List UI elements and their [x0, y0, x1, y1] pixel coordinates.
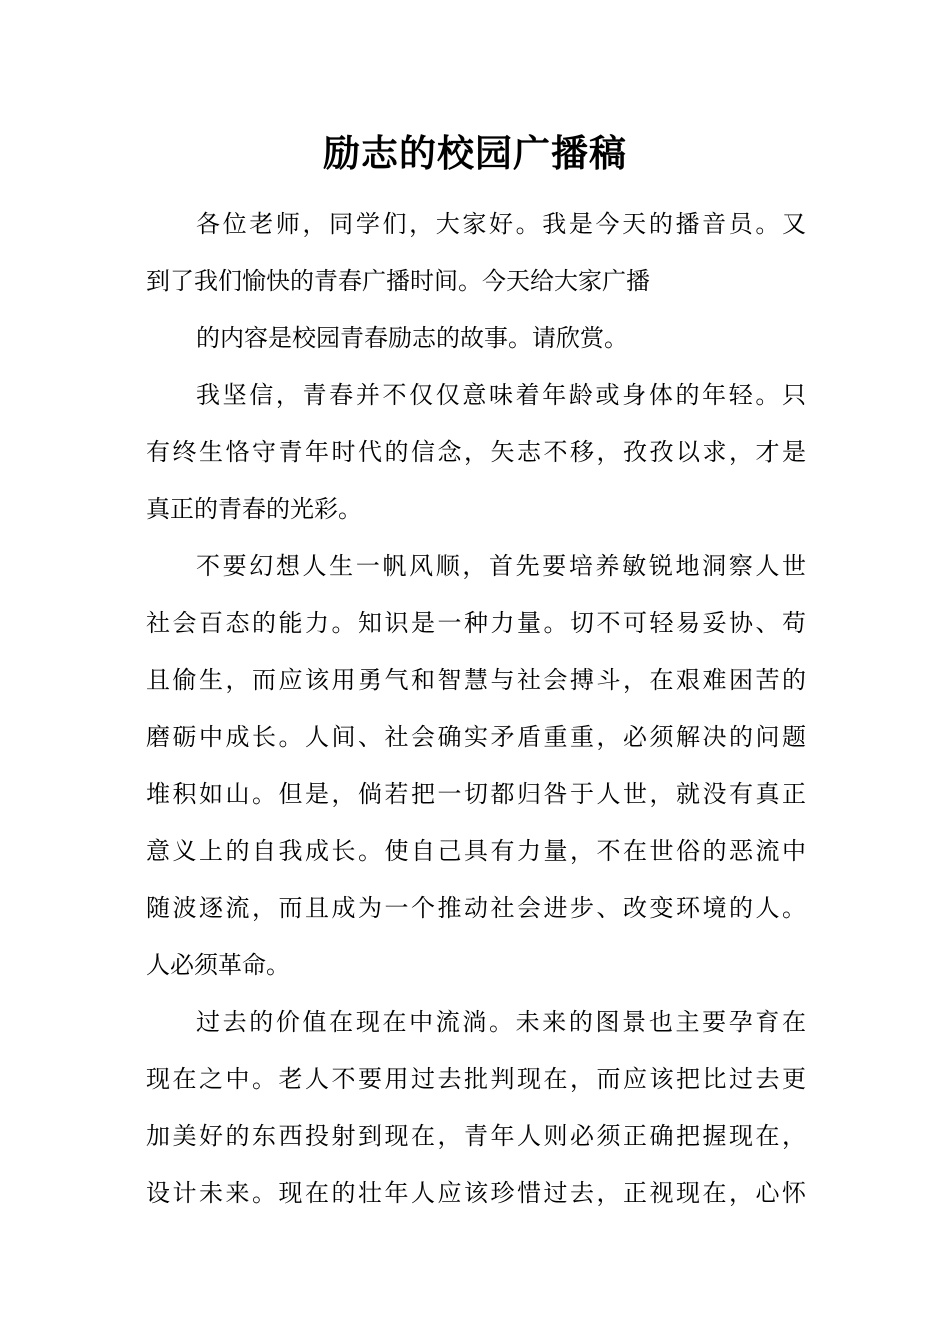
text-line: 意义上的自我成长。使自己具有力量，不在世俗的恶流中 [146, 837, 806, 865]
text-line: 加美好的东西投射到现在，青年人则必须正确把握现在， [146, 1122, 806, 1150]
text-line: 设计未来。现在的壮年人应该珍惜过去，正视现在，心怀 [146, 1179, 806, 1207]
text-line: 随波逐流，而且成为一个推动社会进步、改变环境的人。 [146, 894, 806, 922]
text-line: 我坚信，青春并不仅仅意味着年龄或身体的年轻。只 [196, 381, 806, 409]
text-line: 堆积如山。但是，倘若把一切都归咎于人世，就没有真正 [146, 780, 806, 808]
text-line: 社会百态的能力。知识是一种力量。切不可轻易妥协、苟 [146, 609, 806, 637]
text-line: 磨砺中成长。人间、社会确实矛盾重重，必须解决的问题 [146, 723, 806, 751]
text-line: 人必须革命。 [146, 951, 290, 979]
text-line: 不要幻想人生一帆风顺，首先要培养敏锐地洞察人世 [196, 552, 806, 580]
text-line: 过去的价值在现在中流淌。未来的图景也主要孕育在 [196, 1008, 806, 1036]
text-line: 的内容是校园青春励志的故事。请欣赏。 [196, 324, 628, 352]
text-line: 到了我们愉快的青春广播时间。今天给大家广播 [146, 267, 650, 295]
text-line: 且偷生，而应该用勇气和智慧与社会搏斗，在艰难困苦的 [146, 666, 806, 694]
text-line: 现在之中。老人不要用过去批判现在，而应该把比过去更 [146, 1065, 806, 1093]
text-line: 有终生恪守青年时代的信念，矢志不移，孜孜以求，才是 [146, 438, 806, 466]
document-title: 励志的校园广播稿 [323, 131, 627, 175]
text-line: 各位老师，同学们，大家好。我是今天的播音员。又 [196, 210, 806, 238]
text-line: 真正的青春的光彩。 [146, 495, 362, 523]
